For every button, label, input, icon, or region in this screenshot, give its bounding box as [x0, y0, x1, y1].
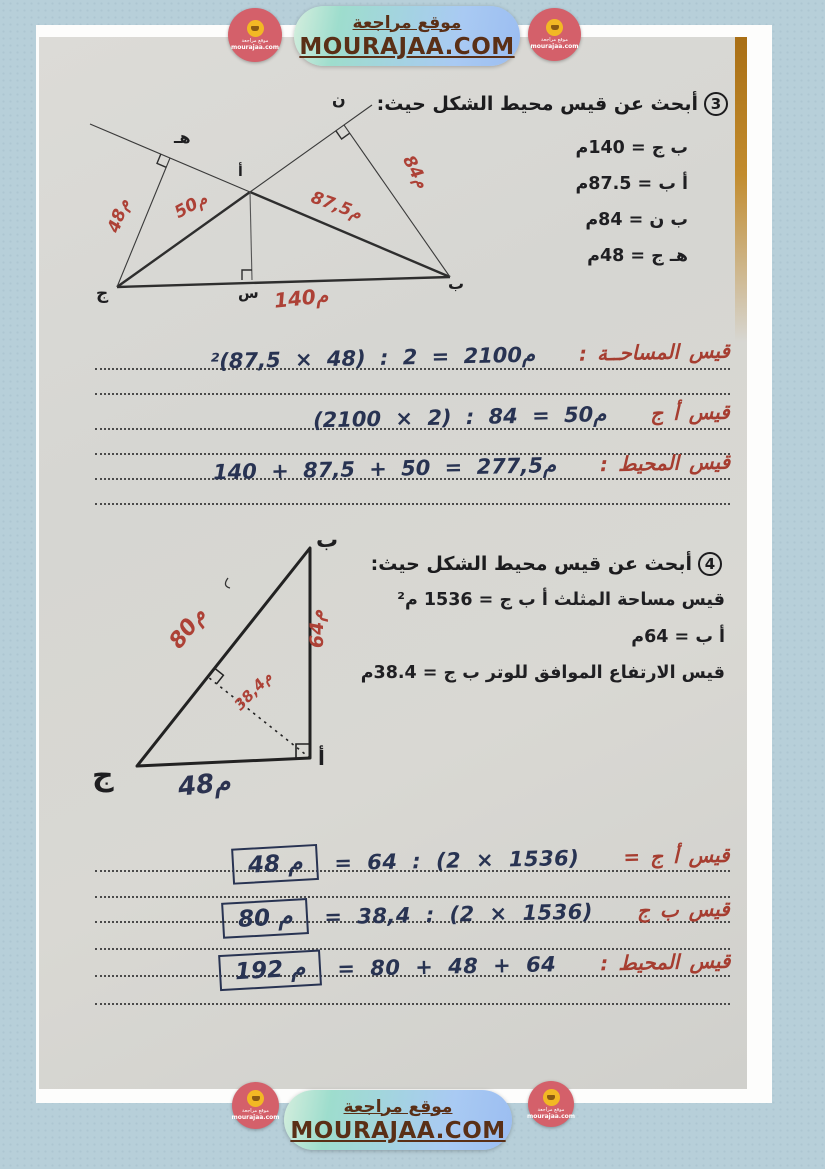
handwritten-label: قيس أ ج	[650, 399, 731, 426]
badge-url-text: mourajaa.com	[526, 1112, 576, 1120]
measure-ab2: م64	[306, 609, 329, 649]
badge-url-text: mourajaa.com	[231, 1114, 280, 1121]
figure1-drawing	[82, 88, 467, 318]
problem4-number: 4	[698, 552, 722, 576]
given-height: قيس الارتفاع الموافق للوتر ب ج = 38.4م	[360, 663, 725, 683]
boxed-answer: م 80	[221, 898, 309, 939]
measure-height2: م38,4	[230, 668, 276, 714]
vertex-b-label: ب	[448, 274, 465, 293]
given-hj: هـ ج = 48م	[587, 246, 688, 266]
measure-aj: م50	[171, 189, 211, 223]
handwritten-math: = 64 : (2 × 1536)	[334, 845, 581, 876]
handwritten-math: م277,5 = 50 + 87,5 + 140	[212, 453, 557, 485]
given-bj: ب ج = 140م	[575, 138, 688, 158]
given-area: قيس مساحة المثلث أ ب ج = 1536 م²	[397, 590, 725, 610]
badge-arabic-text: موقع مراجعة	[241, 37, 269, 44]
problem4-title-text: أبحث عن قيس محيط الشكل حيث:	[370, 553, 692, 575]
handwritten-math: ²م2100 = 2 : (48 × 87,5)	[209, 342, 536, 374]
vertex-b2-label: ب	[316, 528, 339, 553]
handwritten-label: قيس ب ج	[636, 896, 731, 923]
handwritten-math: = 80 + 48 + 64	[336, 952, 557, 981]
vertex-n-label: ن	[332, 90, 346, 109]
measure-bn: م84	[398, 152, 432, 192]
handwritten-label: قيس المحيط :	[599, 948, 731, 976]
handwritten-label: قيس أ ج =	[623, 842, 731, 870]
site-name-arabic: موقع مراجعة	[352, 12, 462, 33]
vertex-j2-label: ج	[92, 758, 114, 793]
badge-url-text: mourajaa.com	[230, 43, 280, 51]
site-logo-badge	[228, 8, 282, 62]
given-ab4: أ ب = 64م	[631, 627, 725, 647]
book-icon	[247, 1090, 264, 1107]
vertex-s-label: س	[238, 284, 259, 302]
problem3-number: 3	[704, 92, 728, 116]
boxed-answer: م 48	[231, 844, 319, 885]
given-ab: أ ب = 87.5م	[575, 174, 688, 194]
handwritten-math: = 38,4 : (2 × 1536)	[324, 899, 594, 930]
book-icon	[247, 20, 264, 37]
measure-ab: م87,5	[308, 187, 365, 225]
handwritten-label: قيس المساحــة :	[578, 338, 731, 366]
figure-triangle-heights	[82, 88, 467, 318]
badge-arabic-text: موقع مراجعة	[541, 37, 568, 43]
handwritten-label: قيس المحيط :	[599, 449, 731, 477]
vertex-h-label: هـ	[174, 128, 191, 147]
book-icon	[546, 19, 563, 36]
measure-jb2: م80	[164, 603, 212, 654]
problem4-title	[371, 552, 722, 576]
ruled-line	[95, 1003, 730, 1005]
site-name-arabic: موقع مراجعة	[343, 1096, 453, 1117]
book-icon	[543, 1089, 560, 1106]
given-bn: ب ن = 84م	[585, 210, 688, 230]
badge-arabic-text: موقع مراجعة	[537, 1106, 565, 1113]
site-banner-top	[294, 6, 520, 66]
measure-jb: م140	[272, 283, 330, 313]
site-url: MOURAJAA.COM	[299, 33, 515, 60]
table-edge	[735, 37, 747, 342]
site-logo-badge	[528, 1081, 574, 1127]
ruled-line	[95, 503, 730, 505]
badge-arabic-text: موقع مراجعة	[242, 1108, 269, 1114]
handwritten-math: م50 = 84 : (2 × 2100)	[313, 402, 607, 433]
vertex-a2-label: أ	[318, 746, 325, 770]
site-url: MOURAJAA.COM	[290, 1117, 506, 1144]
vertex-j-label: ج	[96, 284, 109, 304]
figure-right-triangle	[82, 528, 357, 818]
site-logo-badge	[528, 8, 581, 61]
ruled-line	[95, 393, 730, 395]
measure-hj: م48	[103, 196, 135, 236]
problem3-title-text: أبحث عن قيس محيط الشكل حيث:	[376, 93, 698, 115]
badge-url-text: mourajaa.com	[530, 43, 579, 50]
site-logo-badge	[232, 1082, 279, 1129]
site-banner-bottom	[284, 1090, 512, 1150]
vertex-a-label: أ	[238, 164, 243, 180]
boxed-answer: م 192	[218, 949, 322, 991]
measure-aj2-handwritten: م48	[176, 767, 232, 803]
